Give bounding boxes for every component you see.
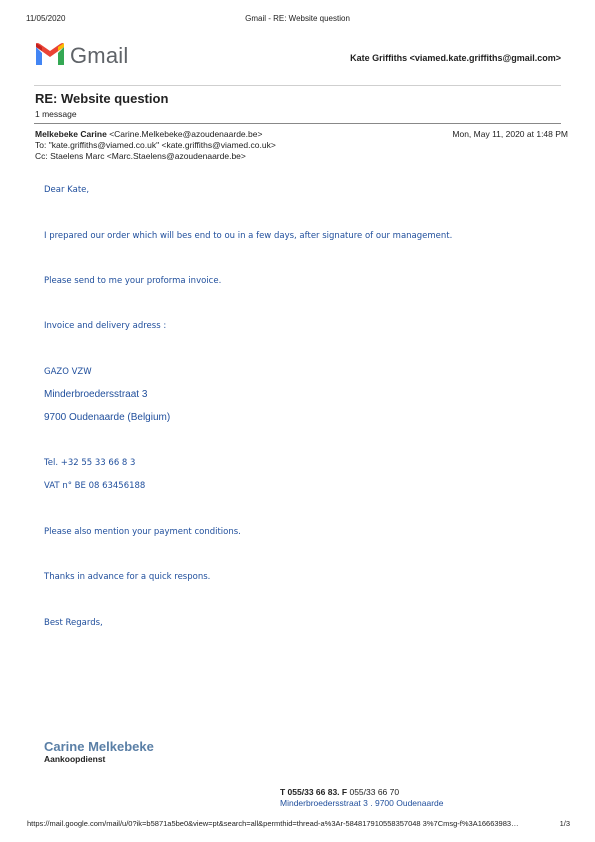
signature-name: Carine Melkebeke: [44, 739, 154, 754]
body-paragraph-2: Please send to me your proforma invoice.: [44, 276, 222, 286]
cc-line: Cc: Staelens Marc <Marc.Staelens@azoudenaarde.be>: [35, 151, 246, 161]
signature-phone: [280, 787, 399, 797]
sender-name: Melkebeke Carine: [35, 129, 107, 139]
gmail-m-icon: [34, 43, 66, 67]
print-title: Gmail - RE: Website question: [245, 14, 350, 23]
print-header: [0, 14, 595, 26]
address-street: Minderbroedersstraat 3: [44, 389, 148, 400]
thread-subject: RE: Website question: [35, 91, 169, 106]
print-date: 11/05/2020: [26, 14, 66, 23]
subject-divider: [34, 123, 561, 124]
body-paragraph-1: I prepared our order which will bes end to ou in a few days, after signature of our management.: [44, 231, 453, 241]
page-number: 1/3: [559, 819, 570, 828]
sender-line: [35, 129, 262, 139]
message-date: Mon, May 11, 2020 at 1:48 PM: [452, 129, 568, 139]
signature-phone-label: T 055/33 66 83. F: [280, 787, 348, 797]
signature-department: Aankoopdienst: [44, 754, 106, 764]
body-closing: Best Regards,: [44, 618, 103, 628]
body-tel: Tel. +32 55 33 66 8 3: [44, 458, 136, 468]
print-footer: [0, 819, 595, 831]
to-line: To: "kate.griffiths@viamed.co.uk" <kate.griffiths@viamed.co.uk>: [35, 140, 276, 150]
body-paragraph-4: Please also mention your payment conditions.: [44, 527, 241, 537]
message-count: 1 message: [35, 109, 77, 119]
body-vat: VAT n° BE 08 63456188: [44, 481, 146, 491]
address-org: GAZO VZW: [44, 367, 92, 377]
footer-url: https://mail.google.com/mail/u/0?ik=b5871a5be0&view=pt&search=all&permthid=thread-a%3Ar-584817910558357048 3%7Cmsg-f%3A16663983…: [27, 819, 519, 828]
body-paragraph-3: Invoice and delivery adress :: [44, 321, 167, 331]
body-greeting: Dear Kate,: [44, 185, 90, 195]
signature-address-link[interactable]: Minderbroedersstraat 3 . 9700 Oudenaarde: [280, 798, 444, 808]
body-paragraph-5: Thanks in advance for a quick respons.: [44, 572, 211, 582]
signature-fax: 055/33 66 70: [347, 787, 400, 797]
gmail-logo: [34, 43, 129, 71]
header-divider: [34, 85, 561, 86]
sender-email: <Carine.Melkebeke@azoudenaarde.be>: [106, 129, 263, 139]
address-city: 9700 Oudenaarde (Belgium): [44, 412, 171, 423]
gmail-wordmark: Gmail: [70, 43, 129, 68]
account-label: Kate Griffiths <viamed.kate.griffiths@gmail.com>: [350, 53, 561, 63]
